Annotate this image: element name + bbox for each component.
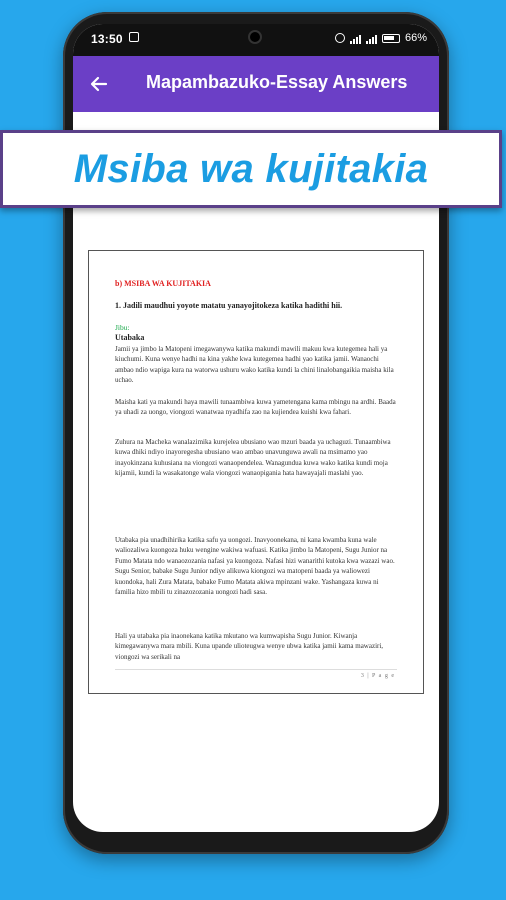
signal-icon-2 bbox=[366, 33, 377, 44]
document-subheading: Utabaka bbox=[115, 333, 145, 342]
battery-percentage: 66% bbox=[404, 32, 427, 44]
battery-icon bbox=[382, 34, 400, 43]
status-time: 13:50 bbox=[91, 32, 123, 46]
page-footer-divider bbox=[115, 669, 397, 670]
app-bar bbox=[73, 56, 439, 112]
document-paragraph: Zuhura na Macheka wanalazimika kurejelea ubusiano wao mzuri baada ya uchaguzi. Tunaambiwa kuwa dhiki ndiyo inayoregesha ubusiano wao ambao unavunguwa awali na msimamo yao inayokinzana kuhusiana na viongozi wanaopendelea. Wanagundua kuwa wako katika kundi moja kijamii, kundi la wasakatonge wala viongozi wanaopigania hata hawayajali maslahi yao. bbox=[115, 438, 391, 478]
document-page[interactable] bbox=[88, 250, 424, 694]
front-camera bbox=[248, 30, 262, 44]
banner-title: Msiba wa kujitakia bbox=[73, 146, 429, 191]
back-button[interactable] bbox=[83, 68, 115, 100]
status-indicators bbox=[335, 32, 427, 44]
document-question: 1. Jadili maudhui yoyote matatu yanayojitokeza katika hadithi hii. bbox=[115, 301, 343, 310]
signal-icon bbox=[350, 33, 361, 44]
status-bar bbox=[73, 24, 439, 56]
document-paragraph: Jamii ya jimbo la Matopeni imegawanywa katika makundi mawili makuu kwa kutegemea hali ya kiuchumi. Kuna wenye hadhi na kina yakhe kwa kutegemea hadhi yao katika jamii. Wanaochi ambao ndio wapiga kura na watorwa ushuru wako katika kundi la chini linalobangaikia maisha kila uchao. bbox=[115, 345, 394, 385]
document-paragraph: Hali ya utabaka pia inaonekana katika mkutano wa kumwapisha Sugu Junior. Kiwanja kimegawanywa mara mbili. Kuna upande ulioteugwa wenye ubwa katika jamii kama mawaziri, viongozi wa serikali na bbox=[115, 632, 384, 661]
alarm-icon bbox=[335, 33, 345, 43]
answer-label: Jibu: bbox=[115, 323, 130, 332]
document-paragraph: Maisha kati ya makundi haya mawili tunaambiwa kuwa yametengana kama mbingu na ardhi. Baada ya uhadi za uongo, viongozi wanatwaa nyadhifa zao na kujiendea kuishi kwa fahari. bbox=[115, 398, 396, 417]
app-title: Mapambazuko-Essay Answers bbox=[146, 72, 408, 92]
arrow-left-icon bbox=[89, 74, 109, 94]
image-notification-icon bbox=[129, 32, 139, 42]
document-heading: b) MSIBA WA KUJITAKIA bbox=[115, 279, 211, 288]
document-paragraph: Utabaka pia unadhihirika katika safu ya uongozi. Inavyoonekana, ni kana kwamba kuna wale waliozaliwa kuongoza huku wengine wakiwa wafuasi. Katika jimbo la Matopeni, Sugu Junior na Fumo Matata ndo wanaozozania nafasi ya kuongoza. Nafasi hizi wanarithi kutoka kwa wazazi wao. Sugu Senior, babake Sugu Junior ndiye alikuwa kiongozi wa matopeni baada ya waliowezi kuondoka, hali Zura Matata, babake Fumo Matata akiwa mpinzani wake. Yashangaza kuwa ni familia hizo mbili tu zinazozozania uongozi hadi sasa. bbox=[115, 536, 395, 597]
promo-banner bbox=[0, 130, 502, 208]
page-number: 3 | P a g e bbox=[360, 673, 395, 679]
